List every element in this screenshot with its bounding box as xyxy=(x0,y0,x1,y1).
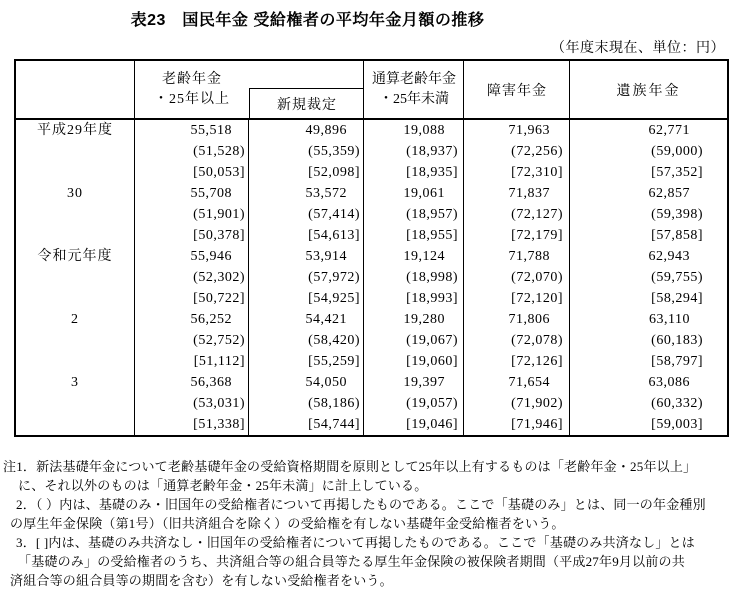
cell-value-total: 19,397 xyxy=(403,375,445,390)
table-body xyxy=(16,120,727,435)
column-header-label: 新規裁定 xyxy=(277,97,337,113)
cell-value-kiso-only: (55,359) xyxy=(308,144,360,159)
cell-value-kiso-only: (19,057) xyxy=(406,396,458,411)
cell-value-kiso-only: (58,420) xyxy=(308,333,360,348)
cell-value-kiso-only: (72,256) xyxy=(511,144,563,159)
cell-value-kiso-kyosai-nashi: [59,003] xyxy=(651,417,703,432)
cell-value-kiso-only: (52,752) xyxy=(193,333,245,348)
cell-value-total: 19,061 xyxy=(403,186,445,201)
footnote-line: 「基礎のみ」の受給権者のうち、共済組合等の組合員等たる厚生年金保険の被保険者期間（平成27年9月以前の共 xyxy=(18,554,685,569)
cell-value-total: 71,963 xyxy=(508,123,550,138)
table-row-year-block xyxy=(16,309,134,372)
cell-value-kiso-only: (18,937) xyxy=(406,144,458,159)
table-row-year-block xyxy=(16,372,134,435)
cell-value-kiso-only: (59,755) xyxy=(651,270,703,285)
column-header-label: 通算老齢年金 xyxy=(372,71,456,87)
column-header-label: 老齢年金 xyxy=(162,71,222,87)
row-label-year: 令和元年度 xyxy=(37,249,113,264)
footnote-line: 注1．新法基礎年金について老齢基礎年金の受給資格期間を原則として25年以上有するものは「老齢年金・25年以上」 xyxy=(3,459,697,474)
cell-value-kiso-only: (60,183) xyxy=(651,333,703,348)
cell-value-total: 49,896 xyxy=(305,123,347,138)
cell-value-kiso-kyosai-nashi: [50,378] xyxy=(193,228,245,243)
column-header-survivors-pension xyxy=(570,61,727,118)
footnotes xyxy=(0,457,739,590)
table-row-year-block xyxy=(16,183,134,246)
footnote-line: 済組合等の組合員等の期間を含む）を有しない受給権者をいう。 xyxy=(10,573,393,588)
cell-value-total: 54,050 xyxy=(305,375,347,390)
cell-value-kiso-kyosai-nashi: [54,925] xyxy=(308,291,360,306)
row-label-year: 30 xyxy=(67,186,83,201)
cell-value-kiso-kyosai-nashi: [18,993] xyxy=(406,291,458,306)
cell-value-kiso-kyosai-nashi: [51,338] xyxy=(193,417,245,432)
cell-value-kiso-only: (72,127) xyxy=(511,207,563,222)
cell-value-kiso-kyosai-nashi: [54,744] xyxy=(308,417,360,432)
cell-value-kiso-kyosai-nashi: [18,955] xyxy=(406,228,458,243)
cell-value-total: 63,086 xyxy=(648,375,690,390)
cell-value-kiso-kyosai-nashi: [52,098] xyxy=(308,165,360,180)
cell-value-total: 53,572 xyxy=(305,186,347,201)
value-column-disability xyxy=(464,120,570,435)
cell-value-kiso-kyosai-nashi: [72,120] xyxy=(511,291,563,306)
cell-value-kiso-kyosai-nashi: [72,179] xyxy=(511,228,563,243)
cell-value-kiso-kyosai-nashi: [18,935] xyxy=(406,165,458,180)
page-title: 表23 国民年金 受給権者の平均年金月額の推移 xyxy=(130,12,485,29)
cell-value-total: 54,421 xyxy=(305,312,347,327)
column-header-label: ・25年以上 xyxy=(154,91,230,107)
cell-value-kiso-kyosai-nashi: [50,053] xyxy=(193,165,245,180)
cell-value-kiso-kyosai-nashi: [54,613] xyxy=(308,228,360,243)
row-label-year: 2 xyxy=(71,312,79,327)
column-header-label: 遺族年金 xyxy=(616,83,681,99)
table-row-year-block xyxy=(16,246,134,309)
cell-value-kiso-kyosai-nashi: [57,352] xyxy=(651,165,703,180)
cell-value-kiso-only: (59,398) xyxy=(651,207,703,222)
column-header-label: ・25年未満 xyxy=(379,91,449,107)
cell-value-total: 71,837 xyxy=(508,186,550,201)
cell-value-kiso-only: (19,067) xyxy=(406,333,458,348)
value-column-survivors xyxy=(570,120,727,435)
cell-value-kiso-only: (72,078) xyxy=(511,333,563,348)
cell-value-kiso-only: (60,332) xyxy=(651,396,703,411)
row-label-year: 平成29年度 xyxy=(37,123,113,138)
footnote-line: の厚生年金保険（第1号）（旧共済組合を除く）の受給権を有しない基礎年金受給権者をいう。 xyxy=(10,516,565,531)
cell-value-total: 19,124 xyxy=(403,249,445,264)
column-header-newly-awarded xyxy=(249,88,364,118)
cell-value-total: 53,914 xyxy=(305,249,347,264)
cell-value-kiso-only: (71,902) xyxy=(511,396,563,411)
cell-value-kiso-kyosai-nashi: [51,112] xyxy=(193,354,245,369)
cell-value-kiso-only: (58,186) xyxy=(308,396,360,411)
row-label-year: 3 xyxy=(71,375,79,390)
table-header xyxy=(16,61,727,120)
cell-value-kiso-kyosai-nashi: [19,046] xyxy=(406,417,458,432)
cell-value-kiso-only: (72,070) xyxy=(511,270,563,285)
cell-value-kiso-only: (52,302) xyxy=(193,270,245,285)
pension-table xyxy=(14,59,729,437)
cell-value-kiso-only: (51,901) xyxy=(193,207,245,222)
cell-value-kiso-kyosai-nashi: [19,060] xyxy=(406,354,458,369)
value-column-total-old-age xyxy=(364,120,464,435)
column-header-old-age-pension xyxy=(135,61,249,118)
cell-value-kiso-only: (59,000) xyxy=(651,144,703,159)
column-header-total-old-age-pension xyxy=(364,61,464,118)
value-column-old-age xyxy=(135,120,249,435)
cell-value-kiso-only: (57,414) xyxy=(308,207,360,222)
column-header-label: 障害年金 xyxy=(487,83,547,99)
cell-value-kiso-kyosai-nashi: [57,858] xyxy=(651,228,703,243)
cell-value-kiso-only: (57,972) xyxy=(308,270,360,285)
cell-value-kiso-only: (18,957) xyxy=(406,207,458,222)
value-column-newly-awarded xyxy=(249,120,364,435)
cell-value-total: 62,943 xyxy=(648,249,690,264)
footnote-line: 3．[ ]内は、基礎のみ共済なし・旧国年の受給権者について再掲したものである。ここで「基礎のみ共済なし」とは xyxy=(16,535,695,550)
cell-value-kiso-kyosai-nashi: [50,722] xyxy=(193,291,245,306)
cell-value-total: 62,771 xyxy=(648,123,690,138)
cell-value-kiso-only: (51,528) xyxy=(193,144,245,159)
cell-value-kiso-kyosai-nashi: [58,294] xyxy=(651,291,703,306)
cell-value-kiso-only: (18,998) xyxy=(406,270,458,285)
cell-value-total: 55,708 xyxy=(190,186,232,201)
cell-value-total: 56,252 xyxy=(190,312,232,327)
cell-value-kiso-only: (53,031) xyxy=(193,396,245,411)
cell-value-total: 71,806 xyxy=(508,312,550,327)
footnote-line: 2．（ ）内は、基礎のみ・旧国年の受給権者について再掲したものである。ここで「基礎のみ」とは、同一の年金種別 xyxy=(16,497,706,512)
unit-note: （年度末現在、単位：円） xyxy=(551,41,725,56)
cell-value-total: 63,110 xyxy=(649,312,690,327)
cell-value-kiso-kyosai-nashi: [58,797] xyxy=(651,354,703,369)
cell-value-total: 71,654 xyxy=(508,375,550,390)
cell-value-total: 19,088 xyxy=(403,123,445,138)
cell-value-kiso-kyosai-nashi: [72,126] xyxy=(511,354,563,369)
year-column xyxy=(16,120,135,435)
cell-value-total: 56,368 xyxy=(190,375,232,390)
cell-value-total: 55,946 xyxy=(190,249,232,264)
cell-value-kiso-kyosai-nashi: [55,259] xyxy=(308,354,360,369)
cell-value-kiso-kyosai-nashi: [71,946] xyxy=(511,417,563,432)
cell-value-total: 55,518 xyxy=(190,123,232,138)
column-header-disability-pension xyxy=(464,61,570,118)
cell-value-kiso-kyosai-nashi: [72,310] xyxy=(511,165,563,180)
cell-value-total: 62,857 xyxy=(648,186,690,201)
cell-value-total: 19,280 xyxy=(403,312,445,327)
table-row-year-block xyxy=(16,120,134,183)
cell-value-total: 71,788 xyxy=(508,249,550,264)
footnote-line: に、それ以外のものは「通算老齢年金・25年未満」に計上している。 xyxy=(18,478,428,493)
